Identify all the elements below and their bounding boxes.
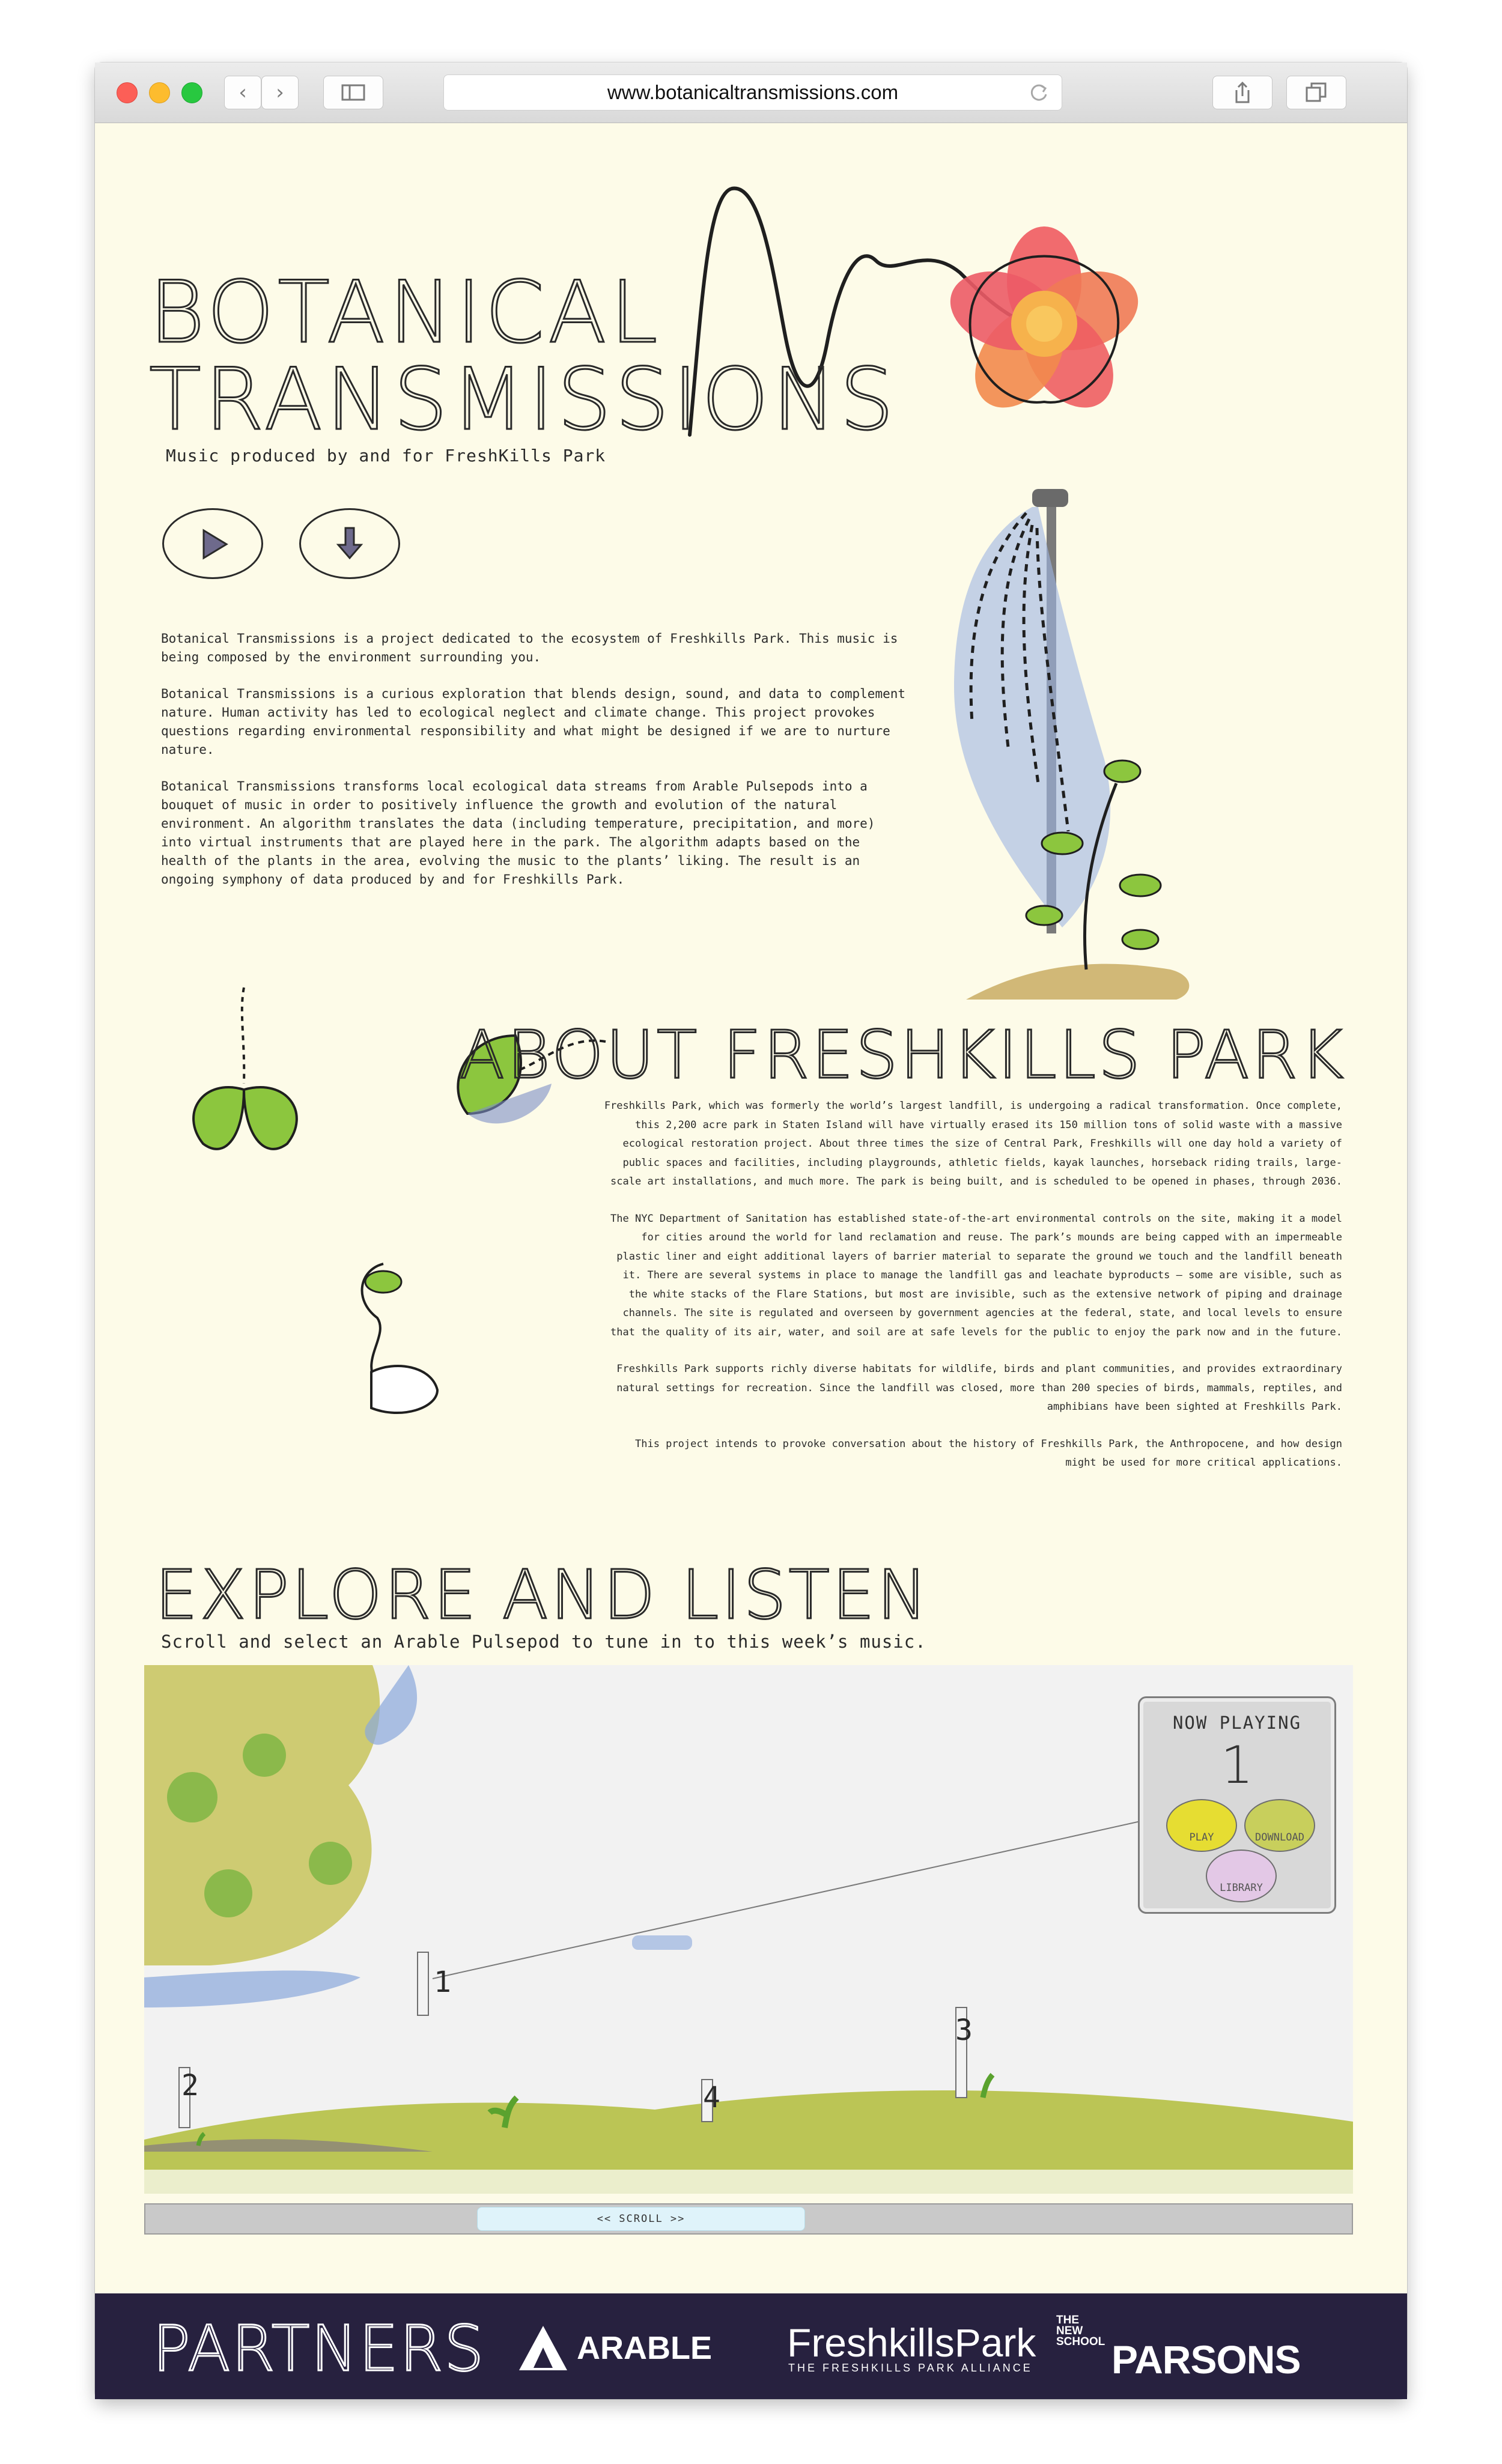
- close-window-button[interactable]: [117, 82, 138, 103]
- title-line-2: TRANSMISSIONS: [149, 350, 898, 449]
- flower-illustration: [948, 237, 1140, 411]
- about-paragraph-2: The NYC Department of Sanitation has established state-of-the-art environmental controls on the site, making it a model for cities around the world for land reclamation and reuse. The park’s mounds are being capped with an impermeable plastic liner and eight additional layers of barrier material to separate the ground we touch and the landfill beneath it. There are several systems in place to manage the landfill gas and leachate byproducts — some are visible, such as the white stacks of the Flare Stations, but most are invisible, such as the extensive network of piping and drainage channels. The site is regulated and overseen by government agencies at the federal, state, and local levels to ensure that the quality of its air, water, and soil are at safe levels for the public to enjoy the park now and in the future.: [610, 1212, 1342, 1338]
- now-playing-number: 1: [1220, 1735, 1254, 1795]
- about-heading: [459, 1016, 1351, 1093]
- partners-footer: [95, 2293, 1407, 2399]
- panel-library-button[interactable]: [1206, 1850, 1277, 1902]
- address-bar[interactable]: [443, 74, 1062, 111]
- now-playing-panel: [1138, 1696, 1336, 1914]
- freshkills-logo-text[interactable]: FreshkillsPark: [787, 2320, 1036, 2365]
- scroll-thumb[interactable]: << SCROLL >>: [477, 2207, 805, 2231]
- new-school-line-2: NEW: [1056, 2325, 1083, 2337]
- panel-play-button[interactable]: [1166, 1799, 1237, 1852]
- now-playing-title: NOW PLAYING: [1172, 1713, 1302, 1733]
- share-icon: [1233, 80, 1252, 105]
- sidebar-icon: [341, 84, 365, 101]
- panel-download-label: DOWNLOAD: [1255, 1831, 1304, 1843]
- tabs-icon: [1306, 82, 1327, 103]
- pod-1-label[interactable]: 1: [434, 1965, 451, 1999]
- partners-title: PARTNERS: [153, 2312, 485, 2385]
- map-scrollbar[interactable]: [144, 2203, 1353, 2235]
- about-title: ABOUT FRESHKILLS PARK: [459, 1016, 1346, 1093]
- pod-4-label[interactable]: 4: [703, 2081, 720, 2114]
- site-subtitle: Music produced by and for FreshKills Park: [166, 446, 606, 466]
- explore-heading: [155, 1552, 930, 1634]
- play-icon: [164, 510, 261, 577]
- reload-icon[interactable]: [1027, 81, 1051, 105]
- download-button[interactable]: [299, 508, 400, 579]
- intro-paragraph-3: Botanical Transmissions transforms local ecological data streams from Arable Pulsepods into a bouquet of music in order to positively influence the growth and evolution of the natural environment. An algorithm translates the data (including temperature, precipitation, and more) into virtual instruments that are played here in the park. The algorithm adapts based on the health of the plants in the area, evolving the music to the plants’ liking. The result is an ongoing symphony of data produced by and for Freshkills Park.: [161, 779, 875, 887]
- arable-logo-icon: [519, 2326, 567, 2370]
- about-text: [600, 1097, 1342, 1491]
- explore-title: EXPLORE AND LISTEN: [155, 1556, 930, 1634]
- pod-2-label[interactable]: 2: [181, 2069, 199, 2102]
- new-school-logo[interactable]: [1056, 2315, 1105, 2347]
- explore-subtitle: Scroll and select an Arable Pulsepod to tune in to this week’s music.: [161, 1631, 926, 1652]
- back-button[interactable]: [224, 76, 261, 109]
- url-text: www.botanicaltransmissions.com: [607, 81, 899, 103]
- sidebar-toggle-button[interactable]: [323, 76, 383, 109]
- browser-window: [95, 62, 1407, 2399]
- chevron-right-icon: ›: [276, 80, 284, 105]
- about-paragraph-4: This project intends to provoke conversation about the history of Freshkills Park, the Anthropocene, and how design might be used for more critical applications.: [634, 1437, 1342, 1469]
- forward-button[interactable]: [261, 76, 299, 109]
- about-paragraph-3: Freshkills Park supports richly diverse habitats for wildlife, birds and plant communities, and provides extraordinary natural settings for recreation. Since the landfill was closed, more than 200 species of birds, mammals, reptiles, and amphibians have been sighted at Freshkills Park.: [616, 1363, 1342, 1413]
- title-line-1: BOTANICAL: [149, 263, 661, 362]
- download-arrow-icon: [301, 510, 398, 577]
- tabs-overview-button[interactable]: [1286, 76, 1346, 109]
- arable-logo-text[interactable]: ARABLE: [577, 2330, 712, 2366]
- panel-library-label: LIBRARY: [1220, 1882, 1263, 1894]
- new-school-line-1: THE: [1056, 2314, 1079, 2326]
- pod-3-label[interactable]: 3: [955, 2013, 973, 2047]
- intro-paragraph-2: Botanical Transmissions is a curious exploration that blends design, sound, and data to complement nature. Human activity has led to ecological neglect and climate change. This project provokes questions regarding environmental responsibility and what might be designed if we are to nurture nature.: [161, 687, 906, 757]
- chevron-left-icon: ‹: [239, 80, 247, 105]
- play-button[interactable]: [162, 508, 263, 579]
- parsons-logo-text[interactable]: PARSONS: [1111, 2337, 1301, 2382]
- park-map[interactable]: [144, 1665, 1353, 2194]
- browser-toolbar: [95, 62, 1407, 123]
- intro-text: [161, 630, 906, 907]
- freshkills-tagline: THE FRESHKILLS PARK ALLIANCE: [788, 2362, 1033, 2374]
- new-school-line-3: SCHOOL: [1056, 2335, 1105, 2348]
- panel-download-button[interactable]: [1244, 1799, 1315, 1852]
- minimize-window-button[interactable]: [149, 82, 170, 103]
- partners-heading: [153, 2310, 485, 2385]
- share-button[interactable]: [1212, 76, 1272, 109]
- site-title: [149, 263, 898, 449]
- about-paragraph-1: Freshkills Park, which was formerly the world’s largest landfill, is undergoing a radical transformation. Once complete, this 2,200 acre park in Staten Island will have virtually erased its 150 million tons of solid waste with a massive ecological restoration project. About three times the size of Central Park, Freshkills will one day hold a variety of public spaces and facilities, including playgrounds, athletic fields, kayak launches, horseback riding trails, large-scale art installations, and much more. The park is being built, and is scheduled to be opened in phases, through 2036.: [604, 1100, 1342, 1188]
- watering-plant-illustration: [942, 471, 1303, 1024]
- intro-paragraph-1: Botanical Transmissions is a project dedicated to the ecosystem of Freshkills Park. This music is being composed by the environment surrounding you.: [161, 631, 898, 664]
- maximize-window-button[interactable]: [181, 82, 202, 103]
- panel-play-label: PLAY: [1189, 1831, 1214, 1843]
